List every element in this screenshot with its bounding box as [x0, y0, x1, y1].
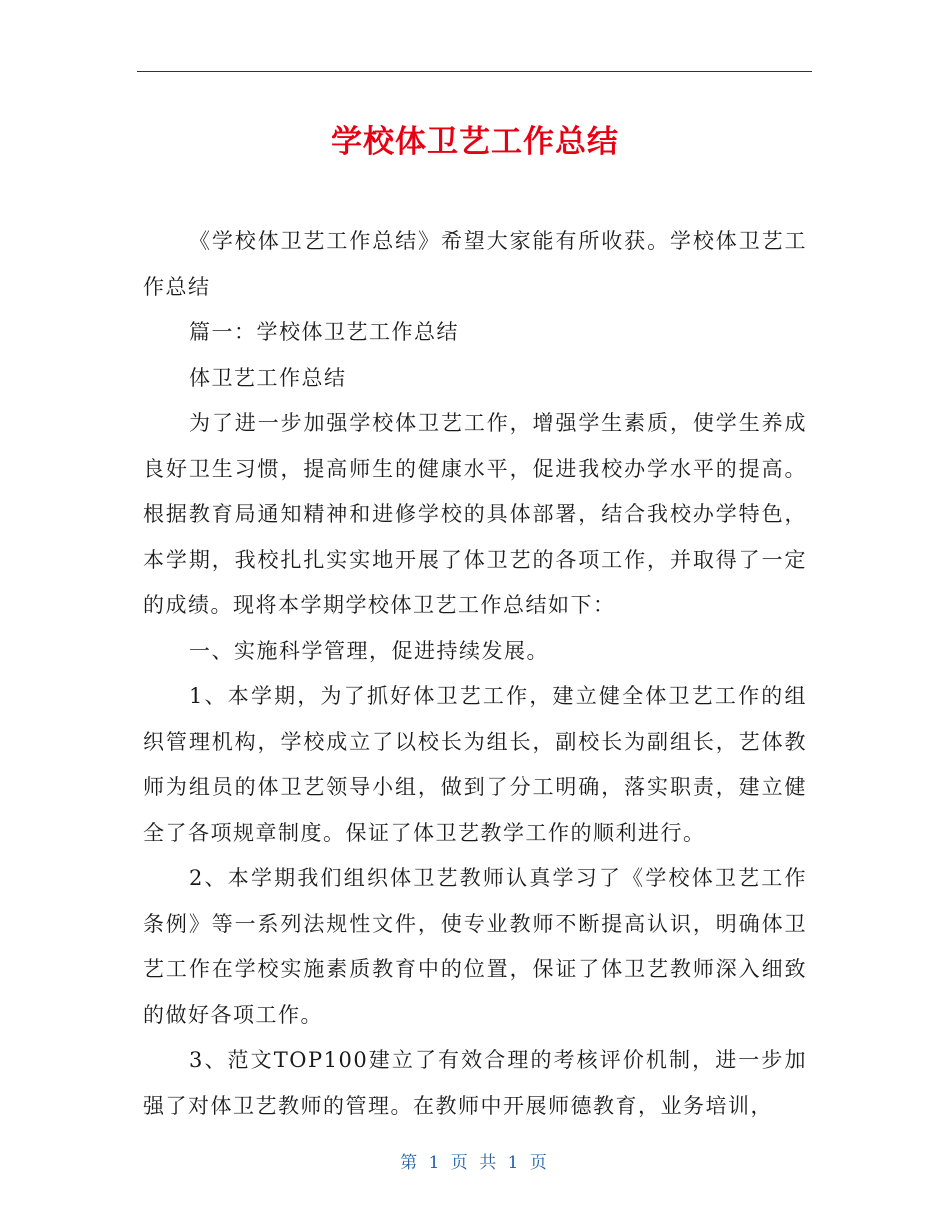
section-subtitle: 体卫艺工作总结	[189, 365, 347, 390]
body-paragraph: 1、本学期，为了抓好体卫艺工作，建立健全体卫艺工作的组织管理机构，学校成立了以校长为组长，副校长为副组长，艺体教师为组员的体卫艺领导小组，做到了分工明确，落实职责，建立健全了各项规章制度。保证了体卫艺教学工作的顺利进行。	[143, 684, 807, 845]
body-paragraph: 2、本学期我们组织体卫艺教师认真学习了《学校体卫艺工作条例》等一系列法规性文件，使专业教师不断提高认识，明确体卫艺工作在学校实施素质教育中的位置，保证了体卫艺教师深入细致的做好各项工作。	[143, 866, 807, 1027]
document-title: 学校体卫艺工作总结	[331, 124, 619, 160]
document-body	[143, 219, 807, 1129]
header-rule	[137, 71, 812, 72]
page-number-footer: 第 1 页 共 1 页	[400, 1153, 550, 1173]
body-paragraph: 为了进一步加强学校体卫艺工作，增强学生素质，使学生养成良好卫生习惯，提高师生的健康水平，促进我校办学水平的提高。根据教育局通知精神和进修学校的具体部署，结合我校办学特色，本学期，我校扎扎实实地开展了体卫艺的各项工作，并取得了一定的成绩。现将本学期学校体卫艺工作总结如下：	[143, 411, 807, 617]
body-paragraph: 3、范文TOP100建立了有效合理的考核评价机制，进一步加强了对体卫艺教师的管理。在教师中开展师德教育，业务培训，	[143, 1048, 807, 1118]
section-heading-management: 一、实施科学管理，促进持续发展。	[189, 638, 549, 663]
section-heading-part-one: 篇一：学校体卫艺工作总结	[189, 320, 459, 344]
intro-paragraph: 《学校体卫艺工作总结》希望大家能有所收获。学校体卫艺工作总结	[143, 229, 807, 299]
